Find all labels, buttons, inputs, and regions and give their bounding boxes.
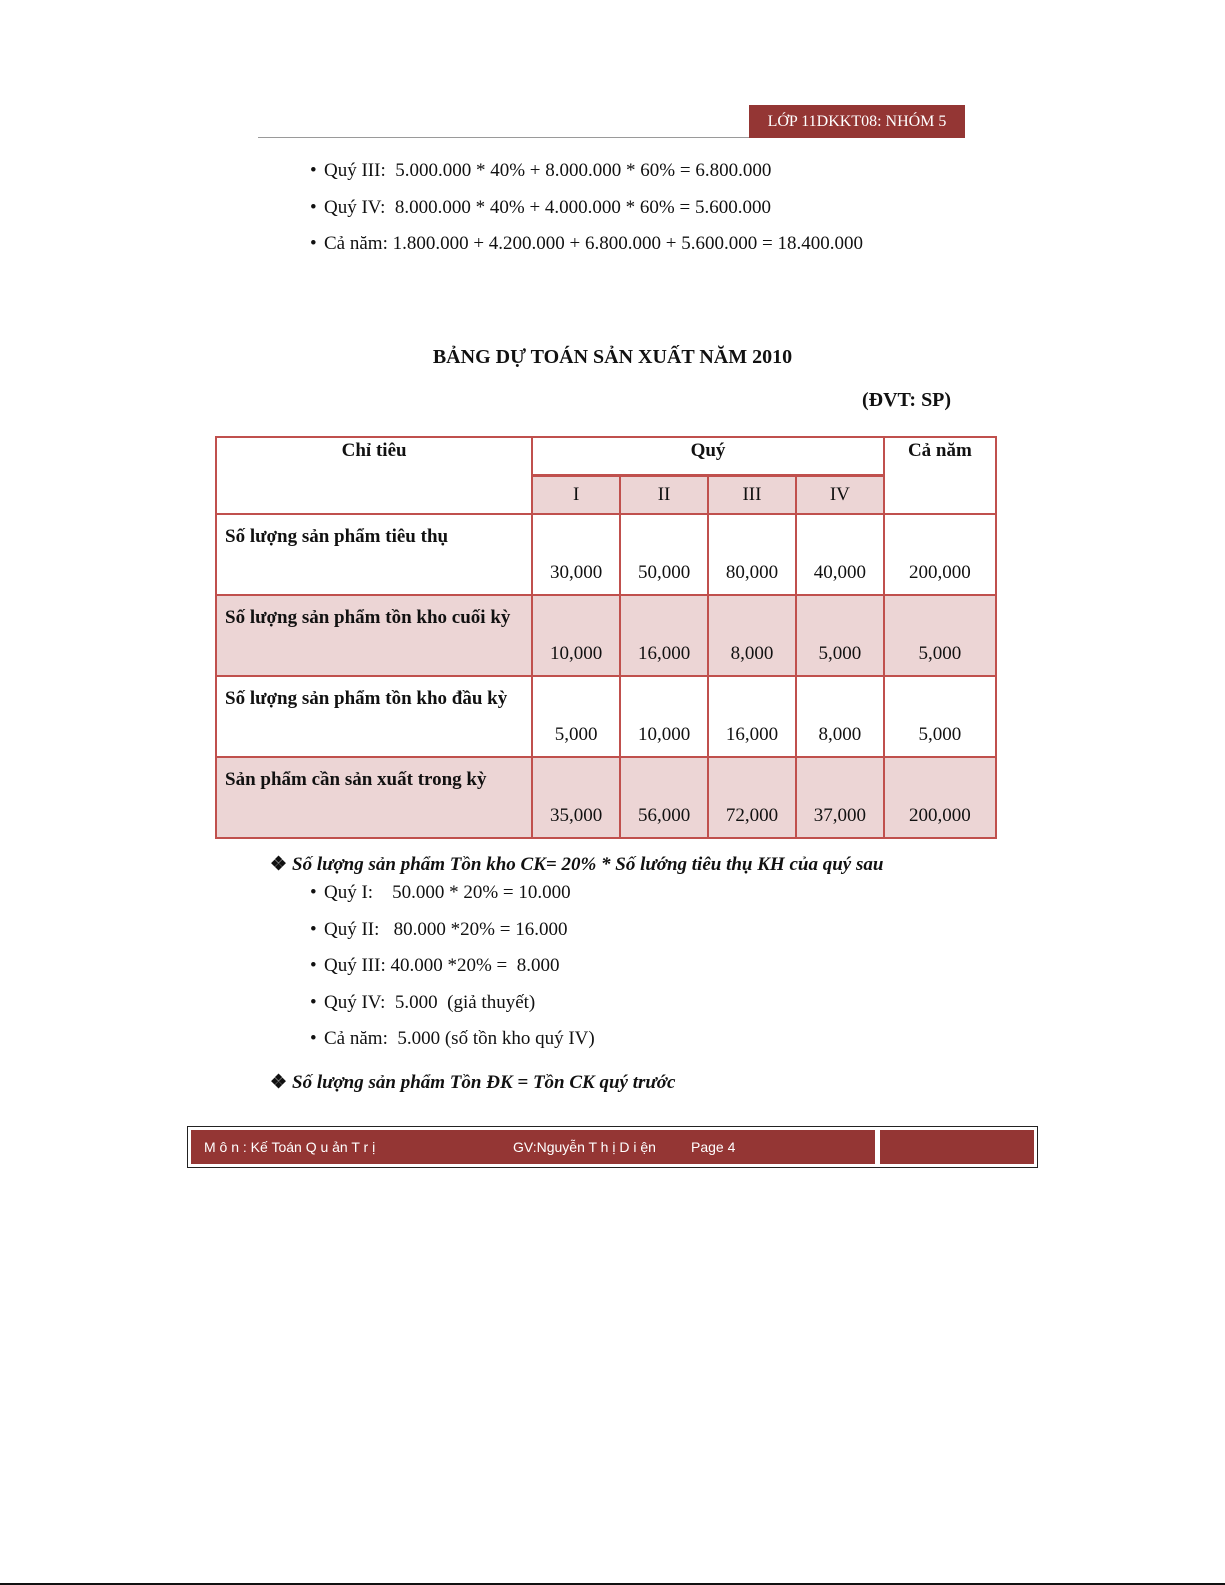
table-row	[216, 757, 996, 838]
unit-label: (ĐVT: SP)	[862, 389, 952, 411]
class-group-badge: LỚP 11DKKT08: NHÓM 5	[749, 105, 965, 138]
cell-value: 72,000	[708, 757, 796, 838]
cell-value: 40,000	[796, 514, 884, 595]
list-item: • Quý III: 40.000 *20% = 8.000	[310, 952, 595, 989]
cell-total: 5,000	[884, 676, 996, 757]
cell-value: 10,000	[532, 595, 620, 676]
cell-value: 37,000	[796, 757, 884, 838]
cell-total: 5,000	[884, 595, 996, 676]
cell-value: 50,000	[620, 514, 708, 595]
cell-value: 16,000	[708, 676, 796, 757]
cell-value: 56,000	[620, 757, 708, 838]
footer-teacher: GV:Nguyễn T h ị D i ện	[513, 1139, 656, 1155]
formula-ending-inventory	[270, 853, 883, 876]
footer-bar	[191, 1130, 875, 1164]
list-item: • Quý IV: 8.000.000 * 40% + 4.000.000 * 60% = 5.600.000	[310, 194, 863, 231]
list-item: • Cả năm: 1.800.000 + 4.200.000 + 6.800.000 + 5.600.000 = 18.400.000	[310, 230, 863, 267]
cell-value: 5,000	[796, 595, 884, 676]
row-label: Số lượng sản phẩm tiêu thụ	[216, 514, 532, 595]
quarter-i: I	[532, 476, 620, 515]
header-indicator: Chỉ tiêu	[216, 437, 532, 514]
header-year: Cả năm	[884, 437, 996, 514]
calculation-list-top	[310, 157, 863, 267]
list-item: • Cả năm: 5.000 (số tồn kho quý IV)	[310, 1025, 595, 1062]
production-budget-table	[215, 436, 997, 839]
header-quarter: Quý	[532, 437, 884, 476]
cell-total: 200,000	[884, 514, 996, 595]
row-label: Số lượng sản phẩm tồn kho đầu kỳ	[216, 676, 532, 757]
cell-value: 5,000	[532, 676, 620, 757]
quarter-iii: III	[708, 476, 796, 515]
footer-page-number: Page 4	[691, 1139, 736, 1155]
cell-value: 8,000	[708, 595, 796, 676]
cell-value: 30,000	[532, 514, 620, 595]
table-title: BẢNG DỰ TOÁN SẢN XUẤT NĂM 2010	[432, 346, 793, 368]
footer-subject: M ô n : Kế Toán Q u ản T r ị	[204, 1139, 376, 1155]
cell-value: 35,000	[532, 757, 620, 838]
table-row	[216, 676, 996, 757]
formula-text: Số lượng sản phẩm Tồn kho CK= 20% * Số lướng tiêu thụ KH của quý sau	[292, 854, 884, 875]
row-label: Sản phẩm cần sản xuất trong kỳ	[216, 757, 532, 838]
list-item: • Quý III: 5.000.000 * 40% + 8.000.000 * 60% = 6.800.000	[310, 157, 863, 194]
row-label: Số lượng sản phẩm tồn kho cuối kỳ	[216, 595, 532, 676]
cell-value: 10,000	[620, 676, 708, 757]
table-row	[216, 514, 996, 595]
cell-total: 200,000	[884, 757, 996, 838]
list-item: • Quý IV: 5.000 (giả thuyết)	[310, 989, 595, 1026]
list-item: • Quý I: 50.000 * 20% = 10.000	[310, 879, 595, 916]
formula-text: Số lượng sản phẩm Tồn ĐK = Tồn CK quý trước	[292, 1072, 676, 1093]
table-row	[216, 595, 996, 676]
cell-value: 8,000	[796, 676, 884, 757]
footer-side-block	[880, 1130, 1034, 1164]
calculation-list-bottom	[310, 879, 595, 1062]
diamond-bullet-icon: ❖	[270, 854, 288, 875]
cell-value: 16,000	[620, 595, 708, 676]
list-item: • Quý II: 80.000 *20% = 16.000	[310, 916, 595, 953]
formula-beginning-inventory	[270, 1071, 675, 1094]
diamond-bullet-icon: ❖	[270, 1072, 288, 1093]
quarter-iv: IV	[796, 476, 884, 515]
quarter-ii: II	[620, 476, 708, 515]
cell-value: 80,000	[708, 514, 796, 595]
